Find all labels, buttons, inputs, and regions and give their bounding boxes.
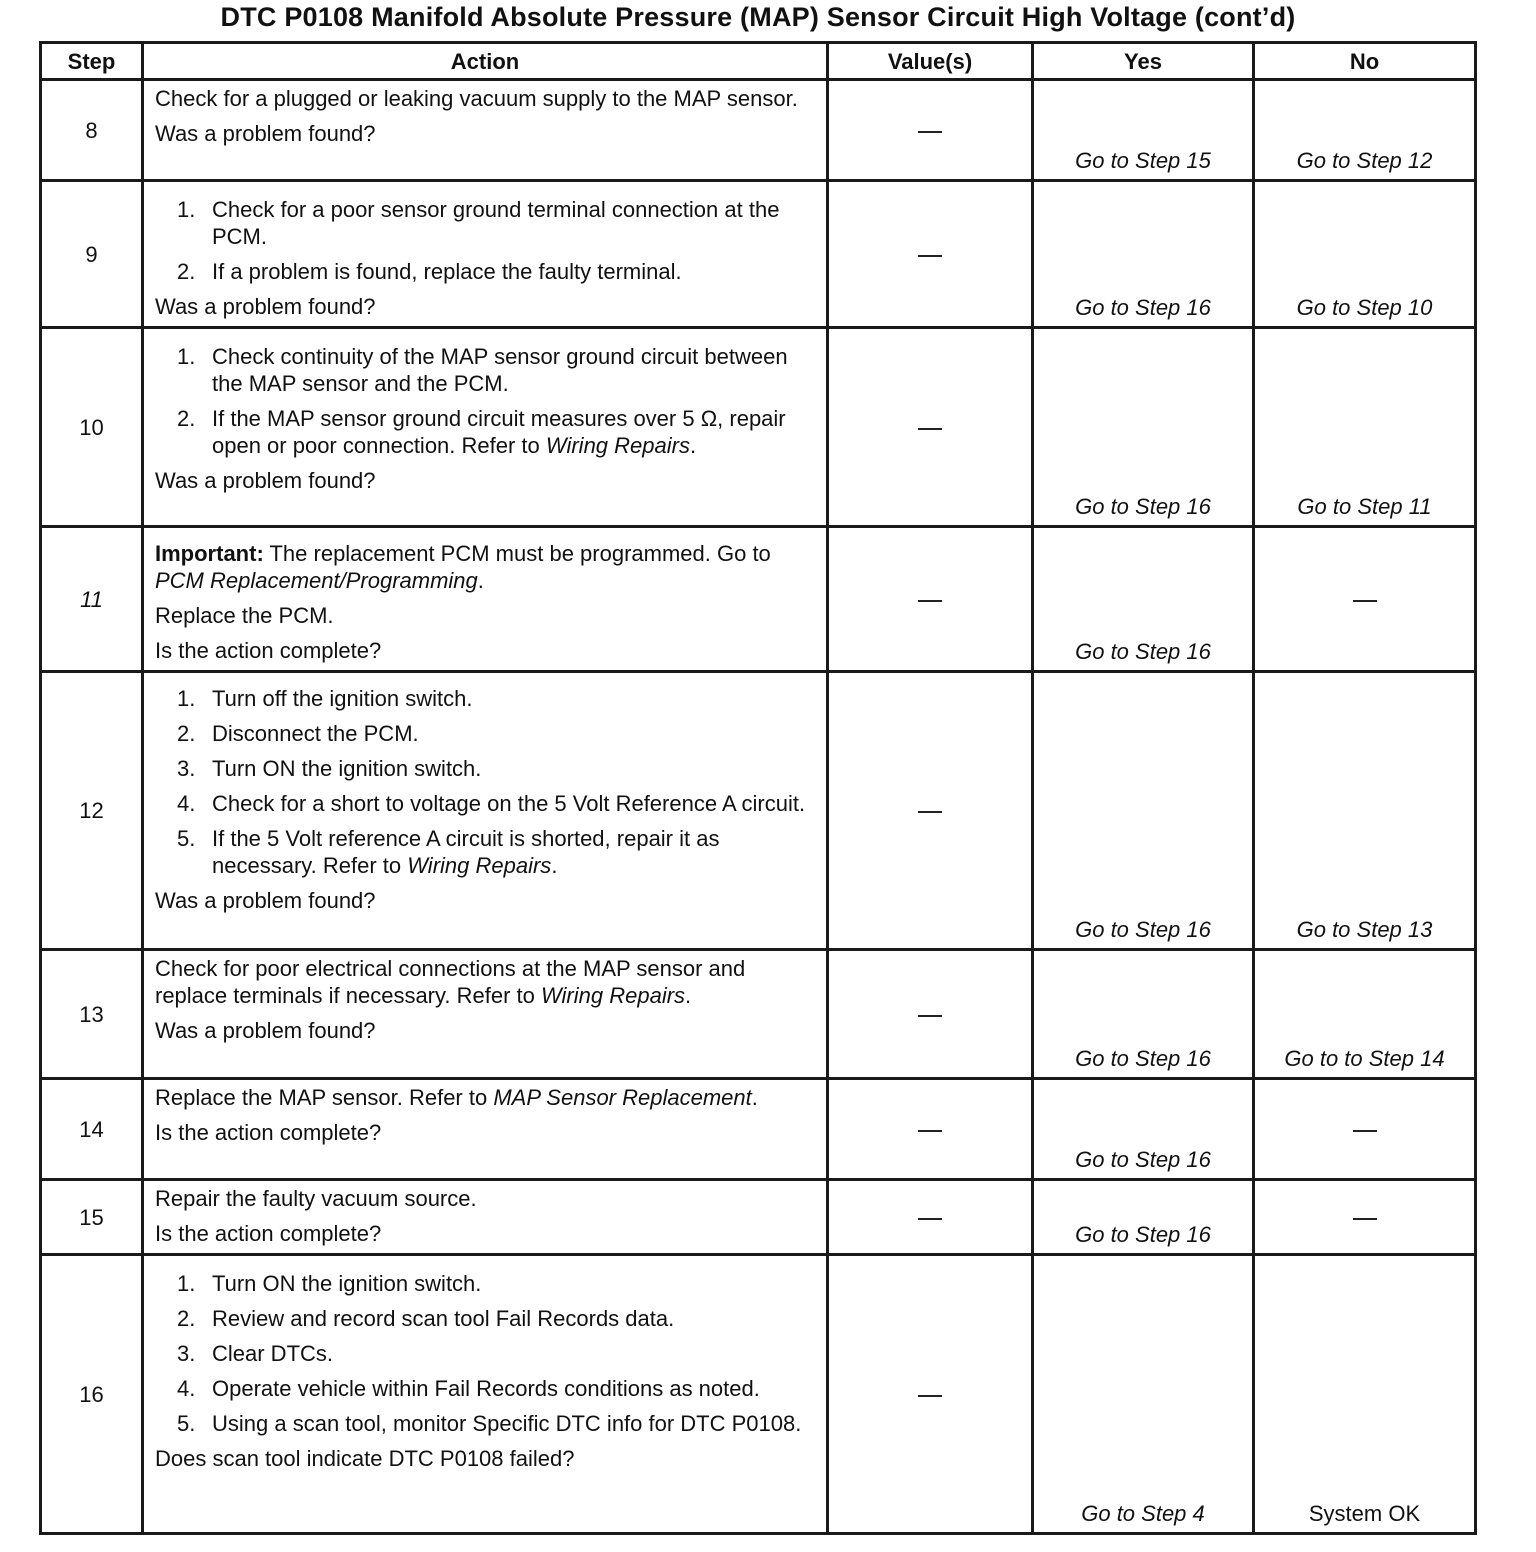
dash-icon	[918, 600, 942, 602]
dash-icon	[918, 255, 942, 257]
header-row	[41, 43, 1476, 80]
action-cell	[143, 328, 828, 527]
no-cell	[1254, 1079, 1476, 1180]
yes-link[interactable]: Go to Step 16	[1033, 1180, 1254, 1255]
step-number: 14	[41, 1079, 143, 1180]
step-number: 16	[41, 1255, 143, 1534]
step-index: 1.	[177, 197, 196, 222]
step-index: 5.	[177, 826, 196, 851]
page-title: DTC P0108 Manifold Absolute Pressure (MAP) Sensor Circuit High Voltage (cont’d)	[220, 2, 1296, 32]
important-label: Important:	[155, 541, 264, 566]
action-steps	[155, 343, 812, 459]
header-action: Action	[143, 43, 828, 80]
yes-link[interactable]: Go to Step 16	[1033, 181, 1254, 328]
action-cell	[143, 80, 828, 181]
table-row	[41, 1079, 1476, 1180]
no-link[interactable]: Go to Step 13	[1254, 672, 1476, 950]
header-no: No	[1254, 43, 1476, 80]
action-step: 1. Check for a poor sensor ground terminal connection at the PCM.	[177, 197, 780, 249]
yes-link[interactable]: Go to Step 16	[1033, 527, 1254, 672]
reference-link[interactable]: MAP Sensor Replacement	[493, 1085, 752, 1110]
action-question: Was a problem found?	[155, 294, 376, 319]
value-cell	[828, 80, 1033, 181]
dash-icon	[918, 1015, 942, 1017]
no-cell	[1254, 527, 1476, 672]
value-cell	[828, 1255, 1033, 1534]
yes-link[interactable]: Go to Step 15	[1033, 80, 1254, 181]
value-cell	[828, 950, 1033, 1079]
action-step: 2. If a problem is found, replace the faulty terminal.	[177, 259, 682, 284]
table-row	[41, 328, 1476, 527]
action-question: Does scan tool indicate DTC P0108 failed?	[155, 1446, 575, 1471]
no-link[interactable]: Go to to Step 14	[1254, 950, 1476, 1079]
reference-link[interactable]: Wiring Repairs	[540, 983, 686, 1008]
action-question: Is the action complete?	[155, 1120, 382, 1145]
header-step: Step	[41, 43, 143, 80]
step-index: 2.	[177, 406, 196, 431]
step-index: 3.	[177, 756, 196, 781]
action-step: 1. Turn off the ignition switch.	[177, 686, 473, 711]
step-index: 1.	[177, 344, 196, 369]
action-step: 3. Clear DTCs.	[177, 1341, 334, 1366]
dash-icon	[1353, 1218, 1377, 1220]
action-steps	[155, 1270, 812, 1437]
step-index: 2.	[177, 1306, 196, 1331]
action-step: 4. Operate vehicle within Fail Records conditions as noted.	[177, 1376, 760, 1401]
action-step: 2. Disconnect the PCM.	[177, 721, 419, 746]
action-steps	[155, 685, 812, 879]
step-number: 13	[41, 950, 143, 1079]
action-cell	[143, 1255, 828, 1534]
step-index: 2.	[177, 259, 196, 284]
dash-icon	[1353, 600, 1377, 602]
value-cell	[828, 1079, 1033, 1180]
table-row	[41, 181, 1476, 328]
reference-link[interactable]: PCM Replacement/Programming	[155, 568, 478, 593]
header-values: Value(s)	[828, 43, 1033, 80]
diagnostic-table	[39, 41, 1477, 1535]
action-question: Is the action complete?	[155, 1221, 382, 1246]
action-step: 2. Review and record scan tool Fail Records data.	[177, 1306, 675, 1331]
no-link[interactable]: Go to Step 11	[1254, 328, 1476, 527]
yes-link[interactable]: Go to Step 4	[1033, 1255, 1254, 1534]
yes-link[interactable]: Go to Step 16	[1033, 1079, 1254, 1180]
table-row	[41, 1255, 1476, 1534]
action-text: Replace the MAP sensor. Refer to MAP Sensor Replacement.	[155, 1085, 758, 1110]
action-text: Check for a plugged or leaking vacuum supply to the MAP sensor.	[155, 86, 798, 111]
action-cell	[143, 527, 828, 672]
action-text: Replace the PCM.	[155, 603, 334, 628]
no-link[interactable]: Go to Step 10	[1254, 181, 1476, 328]
table-row	[41, 527, 1476, 672]
dash-icon	[918, 1395, 942, 1397]
step-index: 4.	[177, 1376, 196, 1401]
action-cell	[143, 1079, 828, 1180]
reference-link[interactable]: Wiring Repairs	[407, 853, 552, 878]
table-row	[41, 80, 1476, 181]
step-number: 10	[41, 328, 143, 527]
value-cell	[828, 181, 1033, 328]
action-cell	[143, 950, 828, 1079]
no-link[interactable]: Go to Step 12	[1254, 80, 1476, 181]
step-number: 11	[41, 527, 143, 672]
important-note: Important: The replacement PCM must be programmed. Go to PCM Replacement/Programming.	[155, 541, 771, 593]
action-steps	[155, 196, 812, 285]
action-question: Was a problem found?	[155, 468, 376, 493]
dash-icon	[918, 1218, 942, 1220]
step-index: 4.	[177, 791, 196, 816]
step-index: 3.	[177, 1341, 196, 1366]
action-step: 5. Using a scan tool, monitor Specific DTC info for DTC P0108.	[177, 1411, 802, 1436]
step-index: 5.	[177, 1411, 196, 1436]
action-step: 1. Check continuity of the MAP sensor ground circuit between the MAP sensor and the PCM.	[177, 344, 788, 396]
value-cell	[828, 527, 1033, 672]
table-row	[41, 1180, 1476, 1255]
header-yes: Yes	[1033, 43, 1254, 80]
dash-icon	[918, 1130, 942, 1132]
action-cell	[143, 181, 828, 328]
value-cell	[828, 672, 1033, 950]
action-question: Was a problem found?	[155, 121, 376, 146]
table-row	[41, 672, 1476, 950]
step-index: 1.	[177, 686, 196, 711]
reference-link[interactable]: Wiring Repairs	[545, 433, 690, 458]
step-index: 2.	[177, 721, 196, 746]
dash-icon	[918, 131, 942, 133]
yes-link[interactable]: Go to Step 16	[1033, 672, 1254, 950]
action-cell	[143, 1180, 828, 1255]
dash-icon	[918, 811, 942, 813]
step-number: 12	[41, 672, 143, 950]
action-step: 3. Turn ON the ignition switch.	[177, 756, 482, 781]
action-text: Check for poor electrical connections at the MAP sensor and replace terminals if necessary. Refer to Wiring Repairs.	[155, 956, 746, 1008]
table-row	[41, 950, 1476, 1079]
yes-link[interactable]: Go to Step 16	[1033, 950, 1254, 1079]
step-number: 8	[41, 80, 143, 181]
step-number: 15	[41, 1180, 143, 1255]
no-cell	[1254, 1180, 1476, 1255]
action-step: 1. Turn ON the ignition switch.	[177, 1271, 482, 1296]
step-number: 9	[41, 181, 143, 328]
dash-icon	[1353, 1130, 1377, 1132]
value-cell	[828, 328, 1033, 527]
step-index: 1.	[177, 1271, 196, 1296]
action-text: Repair the faulty vacuum source.	[155, 1186, 477, 1211]
value-cell	[828, 1180, 1033, 1255]
action-step: 2. If the MAP sensor ground circuit measures over 5 Ω, repair open or poor connection. Refer to Wiring Repairs.	[177, 406, 786, 458]
action-step: 4. Check for a short to voltage on the 5 Volt Reference A circuit.	[177, 791, 806, 816]
action-question: Was a problem found?	[155, 1018, 376, 1043]
dash-icon	[918, 428, 942, 430]
action-cell	[143, 672, 828, 950]
action-step: 5. If the 5 Volt reference A circuit is shorted, repair it as necessary. Refer to Wiring Repairs.	[177, 826, 720, 878]
action-question: Was a problem found?	[155, 888, 376, 913]
action-question: Is the action complete?	[155, 638, 382, 663]
no-result: System OK	[1254, 1255, 1476, 1534]
yes-link[interactable]: Go to Step 16	[1033, 328, 1254, 527]
